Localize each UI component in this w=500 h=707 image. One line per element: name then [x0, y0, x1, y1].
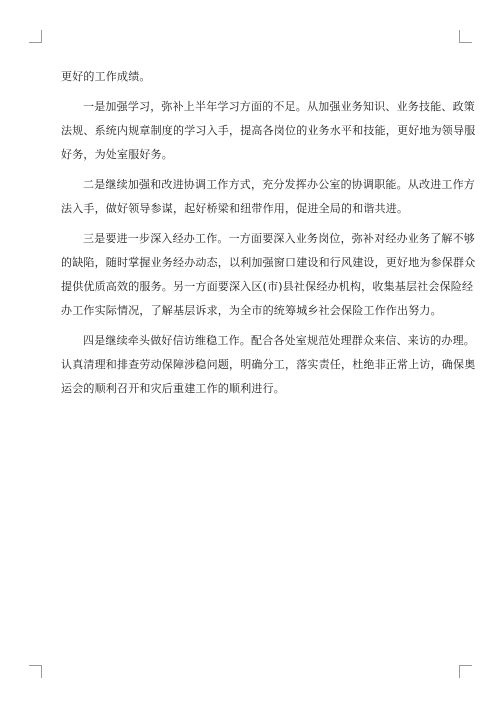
paragraph-study [61, 95, 476, 167]
paragraph-petitions [61, 329, 476, 401]
text-line: 一是加强学习，弥补上半年学习方面的不足。从加强业务知识、业务技能、政策 [83, 100, 475, 113]
paragraph-operations [61, 227, 476, 323]
text-line: 的缺陷，随时掌握业务经办动态，以利加强窗口建设和行风建设，更好地为参保群众 [61, 256, 476, 269]
crop-mark-top-left [29, 30, 42, 43]
crop-mark-bottom-right [459, 665, 472, 678]
text-line: 更好的工作成绩。 [61, 70, 151, 83]
text-line: 认真清理和排查劳动保障涉稳问题，明确分工，落实责任，杜绝非正常上访，确保奥 [61, 358, 476, 371]
text-line: 四是继续牵头做好信访维稳工作。配合各处室规范处理群众来信、来访的办理。 [83, 334, 475, 347]
text-line: 法规、系统内规章制度的学习入手，提高各岗位的业务水平和技能，更好地为领导服 [61, 124, 476, 137]
text-line: 运会的顺利召开和灾后重建工作的顺利进行。 [61, 382, 285, 395]
text-line: 办工作实际情况，了解基层诉求，为全市的统筹城乡社会保险工作作出努力。 [61, 304, 442, 317]
text-line: 好务，为处室服好务。 [61, 148, 173, 161]
crop-mark-bottom-left [29, 665, 42, 678]
paragraph-coordination [61, 173, 475, 221]
text-line: 三是要进一步深入经办工作。一方面要深入业务岗位，弥补对经办业务了解不够 [83, 232, 475, 245]
document-body [61, 65, 476, 401]
paragraph-continuation [61, 65, 439, 89]
text-line: 二是继续加强和改进协调工作方式，充分发挥办公室的协调职能。从改进工作方 [83, 178, 475, 191]
text-line: 提供优质高效的服务。另一方面要深入区(市)县社保经办机构，收集基层社会保险经 [61, 280, 474, 293]
text-line: 法入手，做好领导参谋，起好桥梁和纽带作用，促进全局的和谐共进。 [61, 202, 409, 215]
crop-mark-top-right [459, 30, 472, 43]
